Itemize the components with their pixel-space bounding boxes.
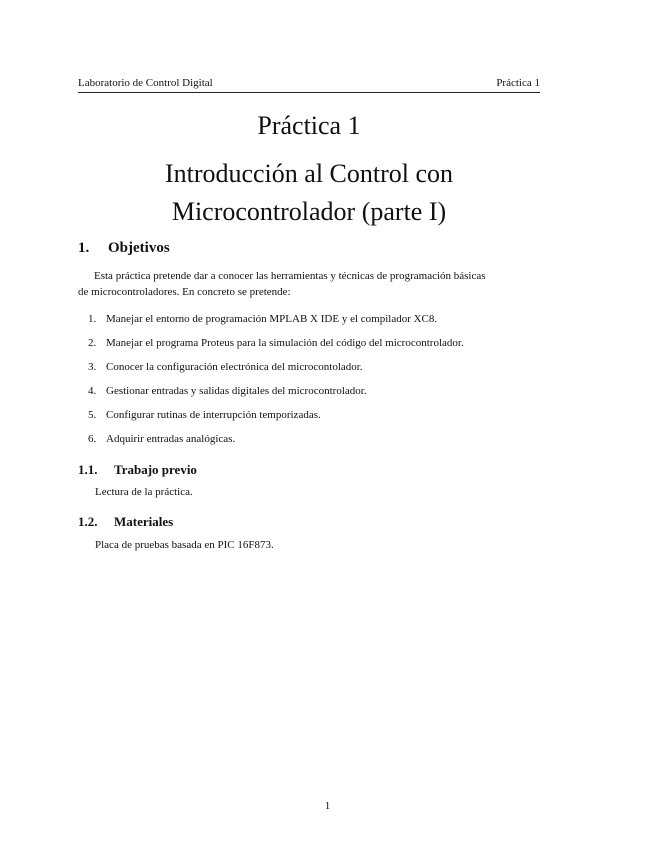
list-item-number: 4. — [88, 385, 97, 397]
objectives-list — [88, 312, 548, 456]
list-item — [88, 432, 548, 456]
list-item-number: 2. — [88, 337, 97, 349]
list-item-number: 3. — [88, 361, 97, 373]
subtitle-line-1: Introducción al Control con — [164, 159, 454, 188]
header-course-name: Laboratorio de Control Digital — [78, 77, 213, 89]
section-number: 1. — [78, 240, 90, 256]
list-item-number: 1. — [88, 313, 97, 325]
intro-line-1-text: Esta práctica pretende dar a conocer las herramientas y técnicas de programación básicas — [94, 270, 486, 282]
list-item-text: Manejar el entorno de programación MPLAB X IDE y el compilador XC8. — [106, 313, 438, 325]
page-header — [78, 76, 540, 93]
list-item-number: 5. — [88, 409, 97, 421]
list-item — [88, 408, 548, 432]
subsection-title: Materiales — [114, 514, 174, 529]
page-number: 1 — [324, 800, 331, 812]
section-objetivos-heading — [78, 240, 170, 257]
list-item — [88, 384, 548, 408]
subsection-title: Trabajo previo — [114, 462, 197, 477]
intro-line-1 — [78, 268, 544, 284]
list-item-number: 6. — [88, 433, 97, 445]
header-practice-label: Práctica 1 — [496, 77, 540, 89]
subtitle-line-2: Microcontrolador (parte I) — [171, 197, 447, 226]
subsection-trabajo-previo-heading — [78, 462, 197, 478]
objectives-intro — [78, 268, 544, 300]
subsection-number: 1.1. — [78, 462, 98, 477]
list-item — [88, 336, 548, 360]
list-item-text: Manejar el programa Proteus para la simulación del código del microcontrolador. — [106, 337, 464, 349]
document-title: Práctica 1 — [257, 111, 361, 140]
document-subtitle — [78, 155, 540, 231]
list-item-text: Gestionar entradas y salidas digitales del microcontrolador. — [106, 385, 367, 397]
trabajo-previo-text: Lectura de la práctica. — [95, 486, 193, 498]
subsection-materiales-heading — [78, 514, 173, 530]
list-item-text: Adquirir entradas analógicas. — [106, 433, 236, 445]
list-item — [88, 312, 548, 336]
section-title: Objetivos — [108, 240, 170, 256]
subsection-number: 1.2. — [78, 514, 98, 529]
intro-line-2: de microcontroladores. En concreto se pretende: — [78, 286, 291, 298]
list-item-text: Conocer la configuración electrónica del microcontolador. — [106, 361, 363, 373]
list-item-text: Configurar rutinas de interrupción temporizadas. — [106, 409, 321, 421]
materiales-text: Placa de pruebas basada en PIC 16F873. — [95, 539, 274, 551]
list-item — [88, 360, 548, 384]
